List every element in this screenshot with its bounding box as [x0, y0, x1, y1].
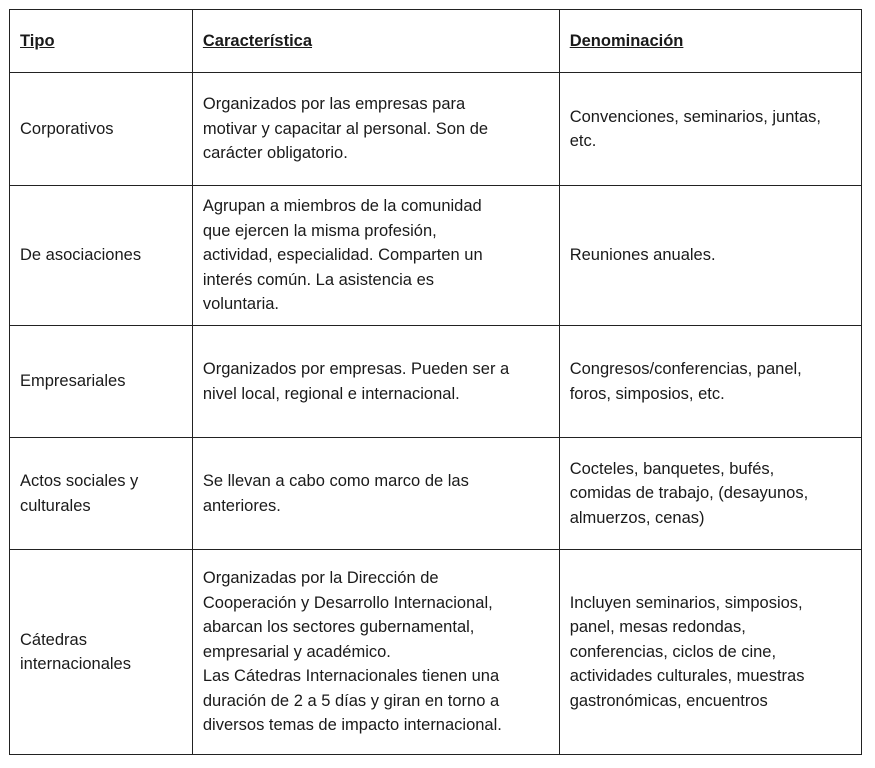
- row-caracteristica: Organizados por empresas. Pueden ser a nivel local, regional e internacional.: [192, 326, 559, 438]
- table-row: [10, 73, 862, 186]
- row-tipo: Cátedras internacionales: [10, 550, 193, 755]
- row-denominacion: Reuniones anuales.: [559, 186, 861, 326]
- row-denominacion: Incluyen seminarios, simposios, panel, mesas redondas, conferencias, ciclos de cine, actividades culturales, muestras gastronómicas, encuentros: [559, 550, 861, 755]
- row-tipo: Corporativos: [10, 73, 193, 186]
- row-caracteristica: Organizadas por la Dirección de Cooperación y Desarrollo Internacional, abarcan los sectores gubernamental, empresarial y académico. Las Cátedras Internacionales tienen una duración de 2 a 5 días y giran en torno a diversos temas de impacto internacional.: [192, 550, 559, 755]
- row-denominacion: Congresos/conferencias, panel, foros, simposios, etc.: [559, 326, 861, 438]
- events-table: [9, 9, 862, 755]
- row-caracteristica: Se llevan a cabo como marco de las anteriores.: [192, 438, 559, 550]
- header-tipo: Tipo: [10, 10, 193, 73]
- row-caracteristica: Organizados por las empresas para motivar y capacitar al personal. Son de carácter obligatorio.: [192, 73, 559, 186]
- table-row: [10, 186, 862, 326]
- header-caracteristica: Característica: [192, 10, 559, 73]
- row-tipo: De asociaciones: [10, 186, 193, 326]
- row-denominacion: Convenciones, seminarios, juntas, etc.: [559, 73, 861, 186]
- table-row: [10, 550, 862, 755]
- row-tipo: Empresariales: [10, 326, 193, 438]
- row-tipo: Actos sociales y culturales: [10, 438, 193, 550]
- table-header-row: [10, 10, 862, 73]
- header-denominacion: Denominación: [559, 10, 861, 73]
- row-caracteristica: Agrupan a miembros de la comunidad que ejercen la misma profesión, actividad, especialidad. Comparten un interés común. La asistencia es voluntaria.: [192, 186, 559, 326]
- row-denominacion: Cocteles, banquetes, bufés, comidas de trabajo, (desayunos, almuerzos, cenas): [559, 438, 861, 550]
- table-row: [10, 326, 862, 438]
- table-row: [10, 438, 862, 550]
